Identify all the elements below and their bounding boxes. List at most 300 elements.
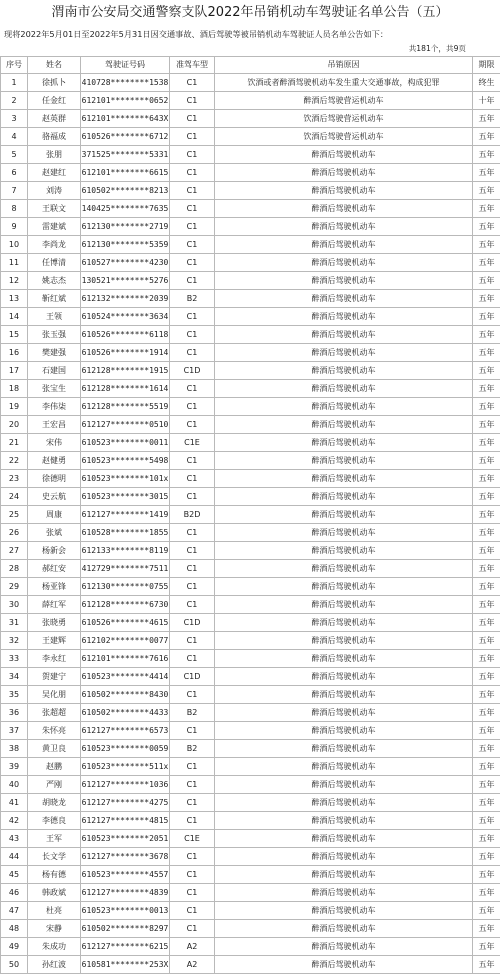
name-cell: 任金红 (28, 92, 81, 110)
serial-cell: 7 (1, 182, 28, 200)
reason-cell: 醉酒后驾驶营运机动车 (215, 92, 473, 110)
period-cell: 五年 (473, 182, 500, 200)
table-body (1, 74, 500, 974)
license-number-cell: 610502********8430 (81, 686, 170, 704)
vehicle-class-cell: C1 (170, 110, 215, 128)
serial-cell: 8 (1, 200, 28, 218)
reason-cell: 醉酒后驾驶机动车 (215, 326, 473, 344)
vehicle-class-cell: C1 (170, 812, 215, 830)
vehicle-class-cell: B2 (170, 704, 215, 722)
serial-cell: 3 (1, 110, 28, 128)
reason-cell: 醉酒后驾驶机动车 (215, 686, 473, 704)
reason-cell: 醉酒后驾驶机动车 (215, 344, 473, 362)
reason-cell: 醉酒后驾驶机动车 (215, 794, 473, 812)
name-cell: 宋静 (28, 920, 81, 938)
table-row (1, 812, 500, 830)
period-cell: 五年 (473, 218, 500, 236)
table-row (1, 524, 500, 542)
period-cell: 五年 (473, 344, 500, 362)
table-row (1, 272, 500, 290)
period-cell: 五年 (473, 110, 500, 128)
reason-cell: 醉酒后驾驶机动车 (215, 272, 473, 290)
name-cell: 杨有德 (28, 866, 81, 884)
table-row (1, 434, 500, 452)
name-cell: 朱成功 (28, 938, 81, 956)
period-cell: 五年 (473, 578, 500, 596)
serial-cell: 5 (1, 146, 28, 164)
license-number-cell: 610523********0059 (81, 740, 170, 758)
license-number-cell: 612102********0077 (81, 632, 170, 650)
vehicle-class-cell: C1 (170, 902, 215, 920)
name-cell: 胡晓龙 (28, 794, 81, 812)
license-number-cell: 610523********101x (81, 470, 170, 488)
license-number-cell: 610523********0011 (81, 434, 170, 452)
period-cell: 五年 (473, 866, 500, 884)
name-cell: 徐德明 (28, 470, 81, 488)
table-row (1, 470, 500, 488)
vehicle-class-cell: C1 (170, 848, 215, 866)
period-cell: 五年 (473, 920, 500, 938)
vehicle-class-cell: C1 (170, 686, 215, 704)
name-cell: 靳红斌 (28, 290, 81, 308)
table-row (1, 326, 500, 344)
name-cell: 骆福成 (28, 128, 81, 146)
serial-cell: 27 (1, 542, 28, 560)
table-row (1, 308, 500, 326)
period-cell: 五年 (473, 812, 500, 830)
license-number-cell: 610502********8297 (81, 920, 170, 938)
name-cell: 杨亚锋 (28, 578, 81, 596)
license-number-cell: 610523********4414 (81, 668, 170, 686)
period-cell: 五年 (473, 398, 500, 416)
serial-cell: 4 (1, 128, 28, 146)
reason-cell: 醉酒后驾驶机动车 (215, 578, 473, 596)
reason-cell: 醉酒后驾驶机动车 (215, 254, 473, 272)
reason-cell: 醉酒后驾驶机动车 (215, 776, 473, 794)
period-cell: 五年 (473, 164, 500, 182)
reason-cell: 醉酒后驾驶机动车 (215, 668, 473, 686)
serial-cell: 34 (1, 668, 28, 686)
name-cell: 王军 (28, 830, 81, 848)
name-cell: 杜亮 (28, 902, 81, 920)
vehicle-class-cell: C1 (170, 470, 215, 488)
table-row (1, 884, 500, 902)
name-cell: 雷建斌 (28, 218, 81, 236)
name-cell: 樊建强 (28, 344, 81, 362)
reason-cell: 醉酒后驾驶机动车 (215, 146, 473, 164)
table-row (1, 560, 500, 578)
serial-cell: 13 (1, 290, 28, 308)
reason-cell: 醉酒后驾驶机动车 (215, 416, 473, 434)
serial-cell: 11 (1, 254, 28, 272)
reason-cell: 醉酒后驾驶机动车 (215, 902, 473, 920)
serial-cell: 9 (1, 218, 28, 236)
license-number-cell: 371525********5331 (81, 146, 170, 164)
serial-cell: 15 (1, 326, 28, 344)
license-number-cell: 612130********5359 (81, 236, 170, 254)
table-row (1, 920, 500, 938)
period-cell: 五年 (473, 938, 500, 956)
table-row (1, 794, 500, 812)
period-cell: 五年 (473, 686, 500, 704)
period-cell: 五年 (473, 200, 500, 218)
name-cell: 贺建宁 (28, 668, 81, 686)
name-cell: 任博清 (28, 254, 81, 272)
serial-cell: 42 (1, 812, 28, 830)
license-number-cell: 130521********5276 (81, 272, 170, 290)
notice-intro: 现将2022年5月01日至2022年5月31日因交通事故、酒后驾驶等被吊销机动车驾驶证人员名单公告如下： (0, 26, 500, 42)
license-number-cell: 612101********6615 (81, 164, 170, 182)
reason-cell: 饮酒或者醉酒驾驶机动车发生重大交通事故，构成犯罪 (215, 74, 473, 92)
reason-cell: 醉酒后驾驶机动车 (215, 758, 473, 776)
serial-cell: 45 (1, 866, 28, 884)
license-number-cell: 610526********1914 (81, 344, 170, 362)
period-cell: 五年 (473, 776, 500, 794)
period-cell: 五年 (473, 470, 500, 488)
serial-cell: 50 (1, 956, 28, 974)
reason-cell: 饮酒后驾驶营运机动车 (215, 110, 473, 128)
license-number-cell: 612127********6573 (81, 722, 170, 740)
name-cell: 史云航 (28, 488, 81, 506)
reason-cell: 醉酒后驾驶机动车 (215, 722, 473, 740)
table-row (1, 668, 500, 686)
table-row (1, 488, 500, 506)
name-cell: 赵鹏 (28, 758, 81, 776)
vehicle-class-cell: C1 (170, 920, 215, 938)
vehicle-class-cell: C1D (170, 362, 215, 380)
reason-cell: 醉酒后驾驶机动车 (215, 164, 473, 182)
serial-cell: 30 (1, 596, 28, 614)
name-cell: 张玉强 (28, 326, 81, 344)
license-number-cell: 612127********1419 (81, 506, 170, 524)
period-cell: 五年 (473, 308, 500, 326)
table-row (1, 146, 500, 164)
serial-cell: 49 (1, 938, 28, 956)
license-number-cell: 610502********8213 (81, 182, 170, 200)
period-cell: 五年 (473, 146, 500, 164)
serial-cell: 10 (1, 236, 28, 254)
period-cell: 五年 (473, 506, 500, 524)
vehicle-class-cell: C1 (170, 578, 215, 596)
license-number-cell: 610581********253X (81, 956, 170, 974)
table-row (1, 578, 500, 596)
license-number-cell: 612133********8119 (81, 542, 170, 560)
vehicle-class-cell: C1 (170, 200, 215, 218)
reason-cell: 醉酒后驾驶机动车 (215, 362, 473, 380)
name-cell: 张朋 (28, 146, 81, 164)
vehicle-class-cell: C1 (170, 326, 215, 344)
license-number-cell: 612130********2719 (81, 218, 170, 236)
serial-cell: 20 (1, 416, 28, 434)
name-cell: 宋伟 (28, 434, 81, 452)
serial-cell: 12 (1, 272, 28, 290)
table-row (1, 110, 500, 128)
vehicle-class-cell: C1 (170, 380, 215, 398)
table-row (1, 74, 500, 92)
name-cell: 吴化朋 (28, 686, 81, 704)
vehicle-class-cell: C1 (170, 344, 215, 362)
license-number-cell: 610523********5498 (81, 452, 170, 470)
name-cell: 石建国 (28, 362, 81, 380)
serial-cell: 39 (1, 758, 28, 776)
reason-cell: 饮酒后驾驶营运机动车 (215, 128, 473, 146)
table-row (1, 398, 500, 416)
table-row (1, 830, 500, 848)
period-cell: 五年 (473, 452, 500, 470)
table-row (1, 686, 500, 704)
serial-cell: 35 (1, 686, 28, 704)
header-vehicle-class: 准驾车型 (170, 57, 215, 74)
serial-cell: 43 (1, 830, 28, 848)
period-cell: 五年 (473, 830, 500, 848)
license-number-cell: 610528********1855 (81, 524, 170, 542)
vehicle-class-cell: C1 (170, 416, 215, 434)
period-cell: 五年 (473, 128, 500, 146)
license-number-cell: 610527********4230 (81, 254, 170, 272)
table-row (1, 506, 500, 524)
vehicle-class-cell: C1 (170, 794, 215, 812)
reason-cell: 醉酒后驾驶机动车 (215, 830, 473, 848)
period-cell: 终生 (473, 74, 500, 92)
license-number-cell: 610526********6712 (81, 128, 170, 146)
table-row (1, 218, 500, 236)
reason-cell: 醉酒后驾驶机动车 (215, 560, 473, 578)
license-number-cell: 140425********7635 (81, 200, 170, 218)
name-cell: 王领 (28, 308, 81, 326)
serial-cell: 38 (1, 740, 28, 758)
reason-cell: 醉酒后驾驶机动车 (215, 884, 473, 902)
vehicle-class-cell: C1 (170, 758, 215, 776)
name-cell: 张斌 (28, 524, 81, 542)
name-cell: 杨新会 (28, 542, 81, 560)
reason-cell: 醉酒后驾驶机动车 (215, 920, 473, 938)
serial-cell: 25 (1, 506, 28, 524)
serial-cell: 33 (1, 650, 28, 668)
vehicle-class-cell: A2 (170, 938, 215, 956)
serial-cell: 17 (1, 362, 28, 380)
serial-cell: 36 (1, 704, 28, 722)
reason-cell: 醉酒后驾驶机动车 (215, 380, 473, 398)
period-cell: 五年 (473, 758, 500, 776)
name-cell: 王联文 (28, 200, 81, 218)
vehicle-class-cell: C1 (170, 452, 215, 470)
table-row (1, 452, 500, 470)
vehicle-class-cell: A2 (170, 956, 215, 974)
reason-cell: 醉酒后驾驶机动车 (215, 200, 473, 218)
table-row (1, 236, 500, 254)
name-cell: 严刚 (28, 776, 81, 794)
period-cell: 五年 (473, 632, 500, 650)
name-cell: 薛红军 (28, 596, 81, 614)
period-cell: 五年 (473, 902, 500, 920)
license-number-cell: 412729********7511 (81, 560, 170, 578)
vehicle-class-cell: C1E (170, 434, 215, 452)
vehicle-class-cell: C1 (170, 650, 215, 668)
period-cell: 五年 (473, 650, 500, 668)
table-row (1, 92, 500, 110)
period-cell: 五年 (473, 290, 500, 308)
period-cell: 十年 (473, 92, 500, 110)
period-cell: 五年 (473, 434, 500, 452)
period-cell: 五年 (473, 704, 500, 722)
period-cell: 五年 (473, 326, 500, 344)
period-cell: 五年 (473, 740, 500, 758)
serial-cell: 16 (1, 344, 28, 362)
name-cell: 郝红安 (28, 560, 81, 578)
name-cell: 周康 (28, 506, 81, 524)
vehicle-class-cell: B2 (170, 290, 215, 308)
name-cell: 李伟柒 (28, 398, 81, 416)
revocation-table (0, 56, 500, 974)
table-row (1, 164, 500, 182)
license-number-cell: 610523********3015 (81, 488, 170, 506)
vehicle-class-cell: C1 (170, 866, 215, 884)
serial-cell: 19 (1, 398, 28, 416)
vehicle-class-cell: C1 (170, 488, 215, 506)
serial-cell: 41 (1, 794, 28, 812)
license-number-cell: 612127********4839 (81, 884, 170, 902)
table-row (1, 848, 500, 866)
reason-cell: 醉酒后驾驶机动车 (215, 398, 473, 416)
license-number-cell: 610523********511x (81, 758, 170, 776)
vehicle-class-cell: C1 (170, 542, 215, 560)
header-revocation-reason: 吊销原因 (215, 57, 473, 74)
reason-cell: 醉酒后驾驶机动车 (215, 956, 473, 974)
vehicle-class-cell: C1 (170, 398, 215, 416)
reason-cell: 醉酒后驾驶机动车 (215, 542, 473, 560)
period-cell: 五年 (473, 794, 500, 812)
period-cell: 五年 (473, 614, 500, 632)
period-cell: 五年 (473, 272, 500, 290)
vehicle-class-cell: C1 (170, 632, 215, 650)
table-row (1, 614, 500, 632)
table-row (1, 380, 500, 398)
table-row (1, 758, 500, 776)
reason-cell: 醉酒后驾驶机动车 (215, 740, 473, 758)
name-cell: 李德良 (28, 812, 81, 830)
serial-cell: 21 (1, 434, 28, 452)
license-number-cell: 612132********2039 (81, 290, 170, 308)
name-cell: 张晓勇 (28, 614, 81, 632)
reason-cell: 醉酒后驾驶机动车 (215, 596, 473, 614)
vehicle-class-cell: C1 (170, 308, 215, 326)
serial-cell: 37 (1, 722, 28, 740)
license-number-cell: 610523********2051 (81, 830, 170, 848)
vehicle-class-cell: C1 (170, 182, 215, 200)
license-number-cell: 612127********4275 (81, 794, 170, 812)
table-row (1, 740, 500, 758)
table-row (1, 776, 500, 794)
table-row (1, 902, 500, 920)
serial-cell: 28 (1, 560, 28, 578)
name-cell: 孙红波 (28, 956, 81, 974)
vehicle-class-cell: B2D (170, 506, 215, 524)
table-row (1, 632, 500, 650)
name-cell: 王宏昌 (28, 416, 81, 434)
period-cell: 五年 (473, 524, 500, 542)
name-cell: 王建辉 (28, 632, 81, 650)
license-number-cell: 612128********6730 (81, 596, 170, 614)
license-number-cell: 612130********0755 (81, 578, 170, 596)
reason-cell: 醉酒后驾驶机动车 (215, 236, 473, 254)
vehicle-class-cell: C1 (170, 884, 215, 902)
serial-cell: 1 (1, 74, 28, 92)
period-cell: 五年 (473, 596, 500, 614)
vehicle-class-cell: C1 (170, 128, 215, 146)
name-cell: 张宝生 (28, 380, 81, 398)
record-count: 共181个，共9页 (0, 42, 500, 56)
license-number-cell: 612127********6215 (81, 938, 170, 956)
serial-cell: 29 (1, 578, 28, 596)
period-cell: 五年 (473, 722, 500, 740)
reason-cell: 醉酒后驾驶机动车 (215, 866, 473, 884)
vehicle-class-cell: C1 (170, 596, 215, 614)
period-cell: 五年 (473, 254, 500, 272)
reason-cell: 醉酒后驾驶机动车 (215, 614, 473, 632)
table-row (1, 938, 500, 956)
table-row (1, 290, 500, 308)
vehicle-class-cell: C1 (170, 164, 215, 182)
period-cell: 五年 (473, 668, 500, 686)
vehicle-class-cell: C1 (170, 254, 215, 272)
table-row (1, 254, 500, 272)
serial-cell: 44 (1, 848, 28, 866)
license-number-cell: 612127********1036 (81, 776, 170, 794)
page-title: 渭南市公安局交通警察支队2022年吊销机动车驾驶证名单公告（五） (0, 0, 500, 26)
reason-cell: 醉酒后驾驶机动车 (215, 218, 473, 236)
table-row (1, 362, 500, 380)
reason-cell: 醉酒后驾驶机动车 (215, 938, 473, 956)
license-number-cell: 612101********7616 (81, 650, 170, 668)
license-number-cell: 612127********4815 (81, 812, 170, 830)
serial-cell: 23 (1, 470, 28, 488)
license-number-cell: 612128********1614 (81, 380, 170, 398)
reason-cell: 醉酒后驾驶机动车 (215, 308, 473, 326)
reason-cell: 醉酒后驾驶机动车 (215, 506, 473, 524)
vehicle-class-cell: C1 (170, 236, 215, 254)
name-cell: 刘涛 (28, 182, 81, 200)
serial-cell: 22 (1, 452, 28, 470)
vehicle-class-cell: C1 (170, 218, 215, 236)
table-row (1, 542, 500, 560)
name-cell: 赵健勇 (28, 452, 81, 470)
period-cell: 五年 (473, 416, 500, 434)
serial-cell: 46 (1, 884, 28, 902)
table-row (1, 722, 500, 740)
license-number-cell: 612127********3678 (81, 848, 170, 866)
serial-cell: 31 (1, 614, 28, 632)
table-row (1, 956, 500, 974)
vehicle-class-cell: C1 (170, 560, 215, 578)
reason-cell: 醉酒后驾驶机动车 (215, 182, 473, 200)
vehicle-class-cell: C1E (170, 830, 215, 848)
period-cell: 五年 (473, 542, 500, 560)
table-row (1, 650, 500, 668)
license-number-cell: 610523********4557 (81, 866, 170, 884)
period-cell: 五年 (473, 884, 500, 902)
table-row (1, 128, 500, 146)
reason-cell: 醉酒后驾驶机动车 (215, 632, 473, 650)
reason-cell: 醉酒后驾驶机动车 (215, 290, 473, 308)
name-cell: 长文学 (28, 848, 81, 866)
table-row (1, 704, 500, 722)
name-cell: 朱怀亮 (28, 722, 81, 740)
license-number-cell: 610523********0013 (81, 902, 170, 920)
period-cell: 五年 (473, 380, 500, 398)
vehicle-class-cell: C1 (170, 776, 215, 794)
vehicle-class-cell: C1D (170, 668, 215, 686)
reason-cell: 醉酒后驾驶机动车 (215, 650, 473, 668)
